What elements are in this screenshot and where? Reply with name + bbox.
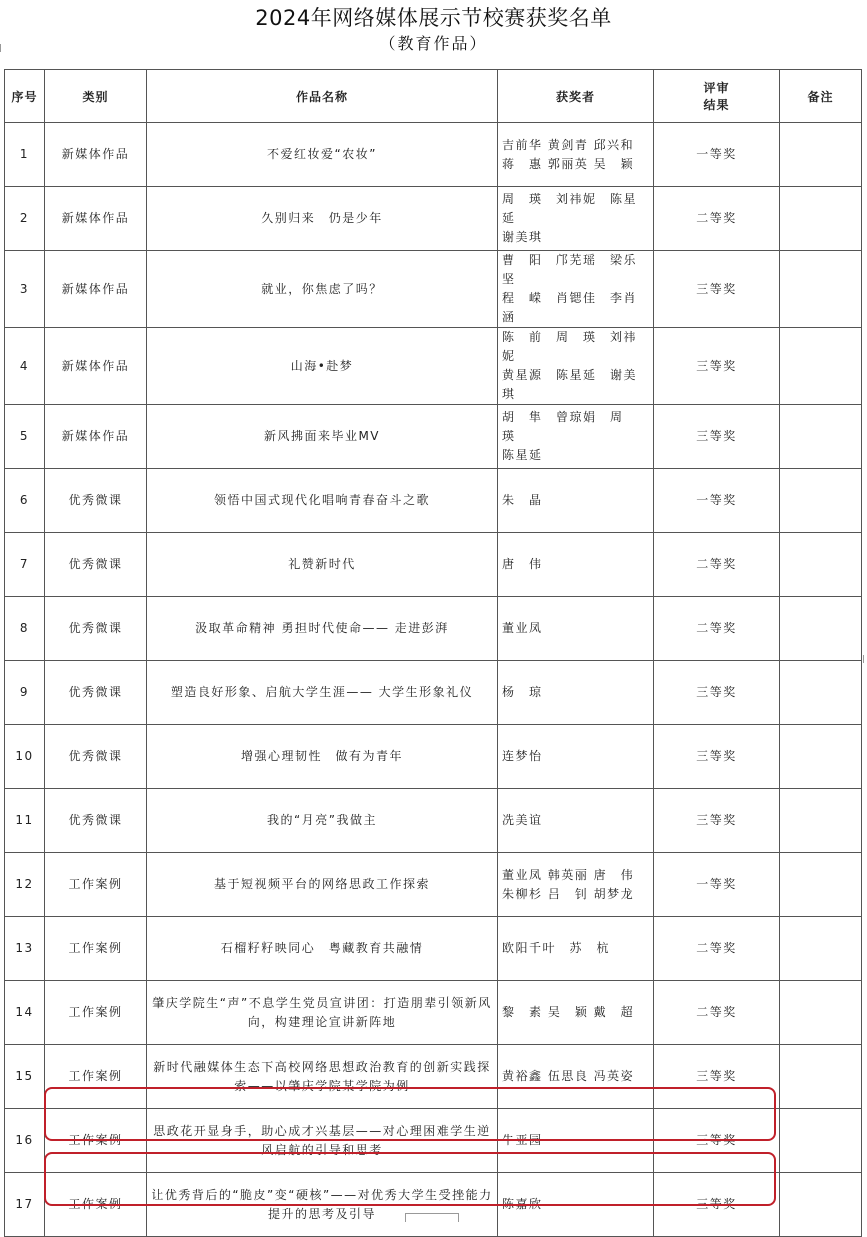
row-no: 6 [5, 469, 45, 533]
row-work: 我的“月亮”我做主 [147, 789, 498, 853]
row-remark [780, 123, 862, 187]
winners-line: 曹 阳 邝芜瑶 梁乐坚 [502, 253, 638, 286]
page-subtitle: （教育作品） [379, 34, 488, 53]
row-result: 二等奖 [654, 981, 780, 1045]
row-result: 三等奖 [654, 328, 780, 405]
table-row [5, 1045, 862, 1109]
header-remark: 备注 [780, 70, 862, 123]
winners-line: 蒋 惠 郭丽英 吴 颖 [502, 156, 635, 171]
row-no: 17 [5, 1173, 45, 1237]
row-work: 石榴籽籽映同心 粤藏教育共融情 [147, 917, 498, 981]
row-result: 三等奖 [654, 789, 780, 853]
row-no: 5 [5, 405, 45, 469]
awards-table [4, 69, 862, 1237]
row-winners [498, 853, 654, 917]
page-footer-tab [405, 1213, 459, 1222]
row-result: 二等奖 [654, 533, 780, 597]
row-result: 三等奖 [654, 1173, 780, 1237]
table-header-row [5, 70, 862, 123]
table-row [5, 725, 862, 789]
row-remark [780, 789, 862, 853]
row-work: 新风拂面来毕业MV [147, 405, 498, 469]
winners-line: 朱柳杉 吕 钊 胡梦龙 [502, 886, 635, 901]
winners-line: 程 嵘 肖锶佳 李肖涵 [502, 291, 638, 324]
winners-line: 周 瑛 刘祎妮 陈星延 [502, 192, 638, 225]
row-result: 三等奖 [654, 251, 780, 328]
winners-line: 牛亚园 [502, 1133, 543, 1147]
row-remark [780, 469, 862, 533]
winners-line: 董业凤 韩英丽 唐 伟 [502, 867, 635, 882]
row-winners [498, 789, 654, 853]
table-row [5, 981, 862, 1045]
row-remark [780, 1173, 862, 1237]
row-category: 优秀微课 [45, 469, 147, 533]
row-winners [498, 187, 654, 251]
winners-line: 杨 琼 [502, 685, 543, 699]
row-category: 工作案例 [45, 853, 147, 917]
row-no: 10 [5, 725, 45, 789]
row-winners [498, 251, 654, 328]
row-winners [498, 1173, 654, 1237]
table-row [5, 123, 862, 187]
table-row [5, 1109, 862, 1173]
row-remark [780, 328, 862, 405]
row-result: 一等奖 [654, 123, 780, 187]
row-work: 让优秀背后的“脆皮”变“硬核”——对优秀大学生受挫能力提升的思考及引导 [147, 1173, 498, 1237]
row-no: 2 [5, 187, 45, 251]
header-result [654, 70, 780, 123]
row-result: 三等奖 [654, 1045, 780, 1109]
winners-line: 连梦怡 [502, 749, 543, 763]
row-result: 一等奖 [654, 853, 780, 917]
winners-line: 陈嘉欣 [502, 1197, 543, 1211]
row-work: 新时代融媒体生态下高校网络思想政治教育的创新实践探索——以肇庆学院某学院为例 [147, 1045, 498, 1109]
table-row [5, 597, 862, 661]
row-remark [780, 597, 862, 661]
row-category: 工作案例 [45, 1109, 147, 1173]
row-work: 领悟中国式现代化唱响青春奋斗之歌 [147, 469, 498, 533]
page-title: 2024年网络媒体展示节校赛获奖名单 [255, 6, 612, 30]
row-no: 4 [5, 328, 45, 405]
row-no: 9 [5, 661, 45, 725]
row-no: 1 [5, 123, 45, 187]
table-row [5, 533, 862, 597]
winners-line: 黎 素 吴 颖 戴 超 [502, 1005, 635, 1019]
winners-line: 黄星源 陈星延 谢美琪 [502, 368, 638, 401]
winners-line: 朱 晶 [502, 493, 543, 507]
row-no: 8 [5, 597, 45, 661]
row-work: 思政花开显身手，助心成才兴基层——对心理困难学生逆风启航的引导和思考 [147, 1109, 498, 1173]
table-row [5, 328, 862, 405]
row-category: 优秀微课 [45, 661, 147, 725]
row-no: 15 [5, 1045, 45, 1109]
row-no: 7 [5, 533, 45, 597]
row-category: 新媒体作品 [45, 251, 147, 328]
row-no: 14 [5, 981, 45, 1045]
table-row [5, 789, 862, 853]
row-category: 工作案例 [45, 1173, 147, 1237]
row-result: 三等奖 [654, 1109, 780, 1173]
header-work: 作品名称 [147, 70, 498, 123]
row-winners [498, 405, 654, 469]
row-remark [780, 533, 862, 597]
header-category: 类别 [45, 70, 147, 123]
row-category: 新媒体作品 [45, 405, 147, 469]
row-work: 就业，你焦虑了吗？ [147, 251, 498, 328]
row-category: 工作案例 [45, 981, 147, 1045]
row-winners [498, 981, 654, 1045]
row-result: 二等奖 [654, 917, 780, 981]
winners-line: 陈 前 周 瑛 刘祎妮 [502, 330, 638, 363]
margin-mark [0, 44, 1, 52]
row-remark [780, 661, 862, 725]
table-row [5, 1173, 862, 1237]
winners-line: 谢美琪 [502, 230, 543, 244]
row-category: 新媒体作品 [45, 123, 147, 187]
winners-line: 董业凤 [502, 621, 543, 635]
row-category: 新媒体作品 [45, 187, 147, 251]
row-winners [498, 1109, 654, 1173]
row-remark [780, 1045, 862, 1109]
row-work: 久别归来 仍是少年 [147, 187, 498, 251]
row-work: 增强心理韧性 做有为青年 [147, 725, 498, 789]
row-result: 一等奖 [654, 469, 780, 533]
winners-line: 冼美谊 [502, 813, 543, 827]
row-no: 11 [5, 789, 45, 853]
row-remark [780, 405, 862, 469]
header-result-line1: 评审 [703, 81, 730, 95]
row-result: 三等奖 [654, 661, 780, 725]
row-result: 三等奖 [654, 725, 780, 789]
row-winners [498, 533, 654, 597]
header-result-line2: 结果 [703, 98, 730, 112]
row-category: 工作案例 [45, 917, 147, 981]
row-category: 工作案例 [45, 1045, 147, 1109]
row-no: 3 [5, 251, 45, 328]
row-category: 优秀微课 [45, 597, 147, 661]
margin-mark [863, 655, 864, 663]
row-work: 汲取革命精神 勇担时代使命—— 走进彭湃 [147, 597, 498, 661]
row-remark [780, 917, 862, 981]
row-work: 肇庆学院生“声”不息学生党员宣讲团：打造朋辈引领新风向，构建理论宣讲新阵地 [147, 981, 498, 1045]
row-winners [498, 469, 654, 533]
table-row [5, 661, 862, 725]
row-category: 优秀微课 [45, 725, 147, 789]
winners-line: 陈星延 [502, 448, 543, 462]
row-winners [498, 123, 654, 187]
winners-line: 唐 伟 [502, 557, 543, 571]
table-row [5, 187, 862, 251]
row-remark [780, 853, 862, 917]
row-remark [780, 1109, 862, 1173]
row-winners [498, 1045, 654, 1109]
row-no: 16 [5, 1109, 45, 1173]
row-no: 12 [5, 853, 45, 917]
row-winners [498, 661, 654, 725]
row-winners [498, 597, 654, 661]
row-no: 13 [5, 917, 45, 981]
table-row [5, 405, 862, 469]
winners-line: 黄裕鑫 伍思良 冯英姿 [502, 1069, 635, 1083]
row-work: 礼赞新时代 [147, 533, 498, 597]
table-row [5, 251, 862, 328]
row-category: 新媒体作品 [45, 328, 147, 405]
row-category: 优秀微课 [45, 533, 147, 597]
winners-line: 吉前华 黄剑青 邱兴和 [502, 137, 635, 152]
row-work: 不爱红妆爱“农妆” [147, 123, 498, 187]
winners-line: 欧阳千叶 苏 杭 [502, 941, 611, 955]
row-work: 基于短视频平台的网络思政工作探索 [147, 853, 498, 917]
row-winners [498, 328, 654, 405]
header-no: 序号 [5, 70, 45, 123]
row-winners [498, 725, 654, 789]
row-remark [780, 725, 862, 789]
row-winners [498, 917, 654, 981]
table-row [5, 917, 862, 981]
row-remark [780, 187, 862, 251]
header-winners: 获奖者 [498, 70, 654, 123]
winners-line: 胡 隼 曾琼娟 周 瑛 [502, 410, 638, 443]
row-remark [780, 251, 862, 328]
row-work: 塑造良好形象、启航大学生涯—— 大学生形象礼仪 [147, 661, 498, 725]
table-row [5, 853, 862, 917]
row-remark [780, 981, 862, 1045]
table-row [5, 469, 862, 533]
row-result: 二等奖 [654, 187, 780, 251]
row-result: 三等奖 [654, 405, 780, 469]
row-result: 二等奖 [654, 597, 780, 661]
row-work: 山海•赴梦 [147, 328, 498, 405]
row-category: 优秀微课 [45, 789, 147, 853]
